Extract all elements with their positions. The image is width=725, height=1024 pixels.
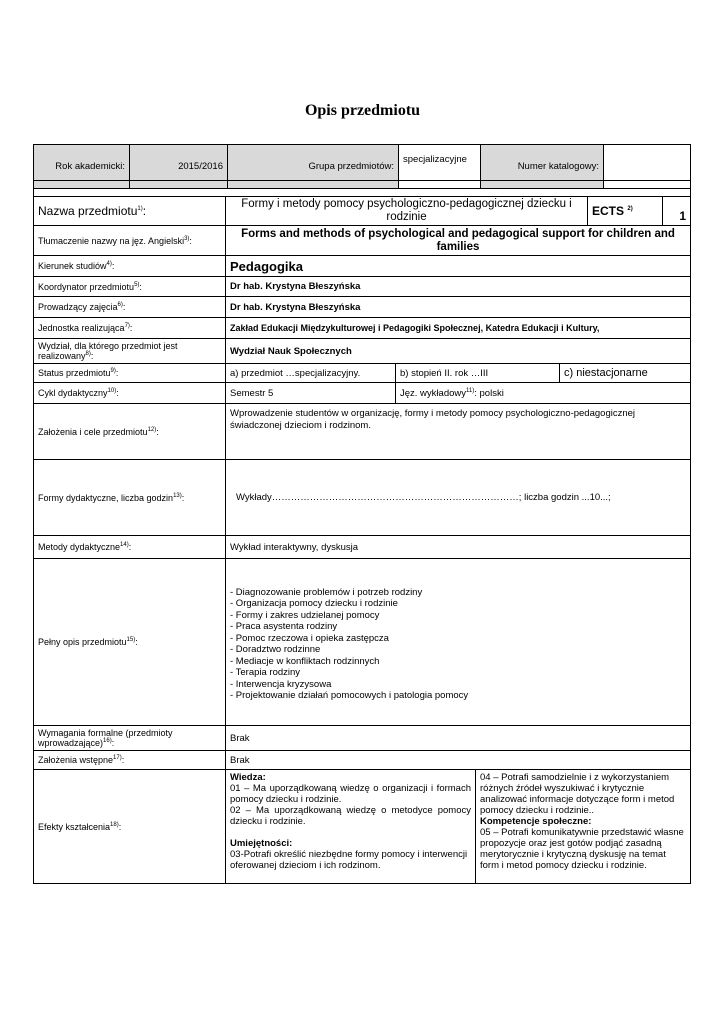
efekt-01: 01 – Ma uporządkowaną wiedzę o organizacji i formach pomocy dziecku i rodzinie. [230,783,471,805]
numer-label: Numer katalogowy: [481,145,604,189]
list-item: - Formy i zakres udzielanej pomocy [230,609,380,621]
efekty-left [226,770,476,884]
grupa-value: specjalizacyjne [399,145,481,189]
efekt-05: 05 – Potrafi komunikatywnie przedstawić własne propozycje oraz jest gotów podjąć zasadną merytorycznie i krytyczną dyskusję na temat form i metod pomocy dziecku i rodzinie. [480,827,684,871]
kierunek-value: Pedagogika [226,256,691,277]
opis-label: Pełny opis przedmiotu [38,637,127,647]
prowadzacy-label-cell: Prowadzący zajęcia$^{6)}$: [34,297,226,318]
grupa-label: Grupa przedmiotów: [228,145,399,189]
list-item: - Mediacje w konfliktach rodzinnych [230,655,380,667]
cykl-label: Cykl dydaktyczny [38,388,108,398]
efekt-03: 03-Potrafi określić niezbędne formy pomocy i interwencji oferowanej dzieciom i ich rodzinom. [230,849,468,871]
nazwa-label: Nazwa przedmiotu [38,204,138,218]
umiejetnosci-heading: Umiejętności: [230,838,293,849]
koordynator-label: Koordynator przedmiotu [38,281,135,292]
efekt-02: 02 – Ma uporządkowaną wiedzę o metodyce pomocy dziecku i rodzinie. [230,805,471,827]
list-item: - Organizacja pomocy dziecku i rodzinie [230,598,398,609]
efekty-right [476,770,691,884]
wydzial-label-cell: Wydział, dla którego przedmiot jest realizowany$^{8)}$: [34,339,226,364]
jezyk-label: Jęz. wykładowy [400,387,466,399]
metody-label: Metody dydaktyczne [38,542,121,552]
list-item: - Interwencja kryzysowa [230,678,332,690]
cykl-label-cell: Cykl dydaktyczny$^{10)}$: [34,383,226,404]
nazwa-label-cell: Nazwa przedmiotu$^{1)}$: [34,197,226,226]
rok-label: Rok akademicki: [34,145,130,189]
zalozenia-label: Założenia i cele przedmiotu [38,426,148,437]
jednostka-value: Zakład Edukacji Międzykulturowej i Pedagogiki Społecznej, Katedra Edukacji i Kultury, [226,318,691,339]
wymagania-value: Brak [226,726,691,751]
list-item: - Projektowanie działań pomocowych i patologia pomocy [230,690,469,701]
tlumaczenie-label-cell: Tłumaczenie nazwy na jęz. Angielski$^{3)}$: [34,226,226,256]
cykl-value: Semestr 5 [226,383,396,404]
opis-label-cell: Pełny opis przedmiotu$^{15)}$: [34,559,226,726]
zalozenia-label-cell: Założenia i cele przedmiotu$^{12)}$: [34,404,226,460]
status-label-cell: Status przedmiotu$^{9)}$: [34,364,226,383]
list-item: - Terapia rodziny [230,667,301,678]
formy-value: Wykłady……………………………………………………………………; liczba godzin ...10...; [226,460,691,536]
list-item: - Praca asystenta rodziny [230,621,338,632]
efekty-label-cell: Efekty kształcenia$^{18)}$: [34,770,226,884]
koordynator-label-cell: Koordynator przedmiotu$^{5)}$: [34,277,226,297]
wstepne-label-cell: Założenia wstępne$^{17)}$: [34,751,226,770]
prowadzacy-value: Dr hab. Krystyna Błeszyńska [226,297,691,318]
status-b: b) stopień II. rok …III [396,364,560,383]
opis-list [226,559,691,726]
prowadzacy-label: Prowadzący zajęcia [38,302,118,312]
wstepne-label: Założenia wstępne [38,755,114,765]
wiedza-heading: Wiedza: [230,772,266,783]
wydzial-value: Wydział Nauk Społecznych [226,339,691,364]
metody-value: Wykład interaktywny, dyskusja [226,536,691,559]
metody-label-cell: Metody dydaktyczne$^{14)}$: [34,536,226,559]
wstepne-value: Brak [226,751,691,770]
jednostka-label-cell: Jednostka realizująca$^{7)}$: [34,318,226,339]
list-item: - Doradztwo rodzinne [230,644,321,655]
efekty-label: Efekty kształcenia [38,821,111,832]
list-item: - Diagnozowanie problemów i potrzeb rodziny [230,586,423,598]
list-item: - Pomoc rzeczowa i opieka zastępcza [230,632,389,644]
nazwa-value: Formy i metody pomocy psychologiczno-pedagogicznej dziecku i rodzinie [226,197,588,226]
kierunek-label-cell: Kierunek studiów$^{4)}$: [34,256,226,277]
zalozenia-value: Wprowadzenie studentów w organizację, formy i metody pomocy psychologiczno-pedagogicznej świadczonej dzieciom i rodzinom. [226,404,691,460]
kierunek-label: Kierunek studiów [38,261,107,271]
ects-label-cell: ECTS $^{2)}$ [588,197,663,226]
status-a: a) przedmiot …specjalizacyjny. [226,364,396,383]
ects-value: 1 [663,197,691,226]
status-c: c) niestacjonarne [560,364,691,383]
ects-label: ECTS [592,204,625,218]
formy-label-cell: Formy dydaktyczne, liczba godzin$^{13)}$: [34,460,226,536]
spacer-row [34,181,691,197]
page-title: Opis przedmiotu [304,102,421,119]
tlumaczenie-value: Forms and methods of psychological and pedagogical support for children and families [226,226,691,256]
course-table [33,180,691,884]
jezyk-cell: Jęz. wykładowy$^{11)}$: polski [396,383,691,404]
jezyk-value: : polski [474,387,504,399]
formy-label: Formy dydaktyczne, liczba godzin [38,492,174,503]
koordynator-value: Dr hab. Krystyna Błeszyńska [226,277,691,297]
kompetencje-heading: Kompetencje społeczne: [480,816,592,827]
jednostka-label: Jednostka realizująca [38,323,125,333]
efekt-04: 04 – Potrafi samodzielnie i z wykorzystaniem różnych źródeł wyszukiwać i krytycznie analizować informacje dotyczące form i metod pomocy dziecku i rodzinie.. [480,772,675,816]
wymagania-label: Wymagania formalne (przedmioty wprowadzające) [38,728,173,748]
status-label: Status przedmiotu [38,368,111,378]
tlumaczenie-label: Tłumaczenie nazwy na jęz. Angielski [38,235,185,246]
wydzial-label: Wydział, dla którego przedmiot jest realizowany [38,341,178,361]
rok-value: 2015/2016 [130,145,228,189]
wymagania-label-cell: Wymagania formalne (przedmioty wprowadzające)$^{16)}$: [34,726,226,751]
